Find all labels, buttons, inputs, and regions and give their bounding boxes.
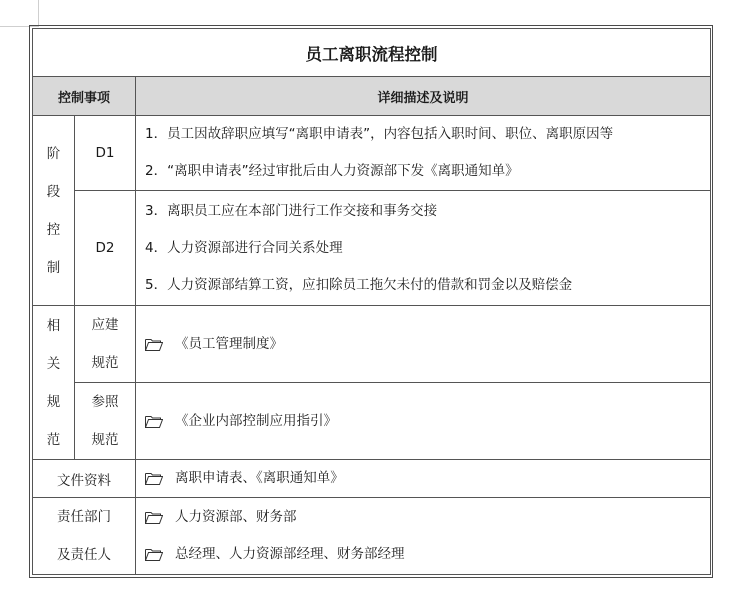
stage-d2-code: D2 (75, 191, 136, 306)
norms-label-char: 相 (46, 317, 61, 334)
reference-item-cell (136, 383, 711, 460)
header-control-item: 控制事项 (33, 77, 136, 116)
related-norms-label (33, 306, 75, 460)
description-line: 3．离职员工应在本部门进行工作交接和事务交接 (145, 202, 438, 219)
reference-label (75, 383, 136, 460)
responsibility-item: 总经理、人力资源部经理、财务部经理 (175, 546, 405, 562)
responsibility-label (33, 498, 136, 575)
process-control-table (32, 28, 711, 575)
documents-item-cell (136, 460, 711, 498)
should-build-item: 《员工管理制度》 (175, 335, 283, 352)
stage-label-char: 制 (46, 259, 61, 276)
table-title: 员工离职流程控制 (33, 29, 711, 77)
stage-label-char: 阶 (46, 145, 61, 162)
documents-label: 文件资料 (33, 460, 136, 498)
label-line: 规范 (91, 432, 119, 448)
description-line: 1．员工因故辞职应填写“离职申请表”，内容包括入职时间、职位、离职原因等 (145, 126, 614, 142)
responsibility-item: 人力资源部、财务部 (175, 509, 297, 525)
folder-icon (145, 511, 163, 524)
reference-item: 《企业内部控制应用指引》 (175, 412, 337, 429)
stage-d1-description (136, 116, 711, 191)
responsibility-items-cell (136, 498, 711, 575)
label-line: 责任部门 (57, 509, 111, 525)
should-build-label (75, 306, 136, 383)
folder-icon (145, 338, 163, 351)
stage-label-char: 控 (46, 221, 61, 238)
folder-icon (145, 472, 163, 485)
description-line: 4．人力资源部进行合同关系处理 (145, 239, 343, 256)
norms-label-char: 关 (46, 355, 61, 372)
documents-item: 离职申请表、《离职通知单》 (175, 470, 344, 486)
label-line: 参照 (91, 394, 119, 410)
description-line: 5．人力资源部结算工资，应扣除员工拖欠未付的借款和罚金以及赔偿金 (145, 276, 573, 293)
page-corner-mark (0, 0, 39, 27)
folder-icon (145, 548, 163, 561)
norms-label-char: 范 (46, 431, 61, 448)
label-line: 及责任人 (57, 547, 111, 563)
norms-label-char: 规 (46, 393, 61, 410)
stage-label-char: 段 (46, 183, 61, 200)
label-line: 应建 (91, 317, 119, 333)
stage-d1-code: D1 (75, 116, 136, 191)
header-description: 详细描述及说明 (136, 77, 711, 116)
stage-d2-description (136, 191, 711, 306)
description-line: 2．“离职申请表”经过审批后由人力资源部下发《离职通知单》 (145, 163, 519, 179)
stage-control-label (33, 116, 75, 306)
folder-icon (145, 415, 163, 428)
should-build-item-cell (136, 306, 711, 383)
label-line: 规范 (91, 355, 119, 371)
